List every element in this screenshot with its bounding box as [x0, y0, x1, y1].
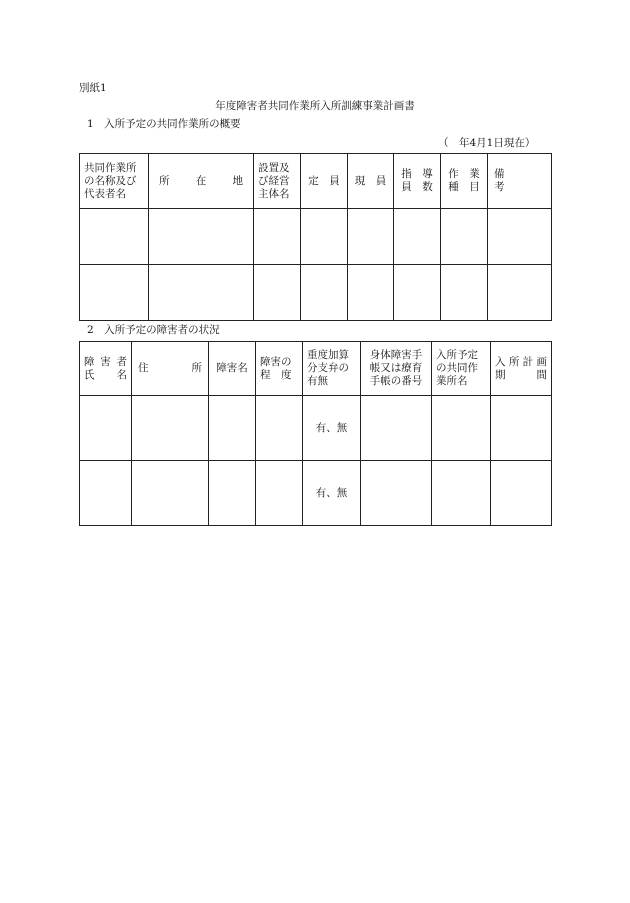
table-cell[interactable]	[348, 265, 394, 321]
header-handbook-number: 身体障害手 帳又は療育 手帳の番号	[361, 342, 432, 396]
table-cell[interactable]	[80, 265, 149, 321]
table-cell[interactable]	[441, 265, 488, 321]
table-cell[interactable]	[80, 209, 149, 265]
table-cell[interactable]	[132, 396, 209, 461]
table-cell[interactable]	[348, 209, 394, 265]
table-cell[interactable]	[149, 209, 254, 265]
table-cell[interactable]	[441, 209, 488, 265]
table-cell[interactable]	[491, 396, 552, 461]
severe-addition-option[interactable]: 有、無	[303, 396, 361, 461]
table-row	[80, 209, 552, 265]
table-cell[interactable]	[80, 396, 132, 461]
table-cell[interactable]	[301, 209, 348, 265]
table-cell[interactable]	[361, 396, 432, 461]
header-current-members: 現 員	[348, 154, 394, 209]
header-disability-degree: 障害の 程 度	[256, 342, 303, 396]
header-work-type: 作 業 種 目	[441, 154, 488, 209]
table-row	[80, 265, 552, 321]
header-capacity: 定 員	[301, 154, 348, 209]
table-header-row	[80, 342, 552, 396]
table-header-row	[80, 154, 552, 209]
table-cell[interactable]	[301, 265, 348, 321]
as-of-date: （ 年4月1日現在）	[438, 137, 536, 149]
table-cell[interactable]	[80, 461, 132, 526]
header-disability-name: 障害名	[209, 342, 256, 396]
table-cell[interactable]	[361, 461, 432, 526]
table-cell[interactable]	[491, 461, 552, 526]
table-cell[interactable]	[256, 461, 303, 526]
table-cell[interactable]	[209, 461, 256, 526]
severe-addition-option[interactable]: 有、無	[303, 461, 361, 526]
table-row	[80, 396, 552, 461]
header-workshop-name: 共同作業所 の名称及び 代表者名	[80, 154, 149, 209]
document-title: 年度障害者共同作業所入所訓練事業計画書	[215, 100, 415, 112]
header-planned-period: 入所計画 期 間	[491, 342, 552, 396]
workshop-overview-table	[79, 153, 552, 321]
attachment-label: 別紙1	[79, 82, 107, 94]
table-cell[interactable]	[432, 396, 491, 461]
header-instructors: 指 導 員 数	[394, 154, 441, 209]
section1-heading: 1 入所予定の共同作業所の概要	[87, 118, 241, 130]
header-person-name: 障 害 者 氏 名	[80, 342, 132, 396]
table-cell[interactable]	[394, 265, 441, 321]
section2-heading: 2 入所予定の障害者の状況	[87, 324, 220, 336]
header-planned-workshop: 入所予定 の共同作 業所名	[432, 342, 491, 396]
table-cell[interactable]	[254, 265, 301, 321]
header-location: 所 在 地	[149, 154, 254, 209]
header-remarks: 備 考	[488, 154, 552, 209]
table-cell[interactable]	[132, 461, 209, 526]
table-cell[interactable]	[432, 461, 491, 526]
table-cell[interactable]	[254, 209, 301, 265]
table-cell[interactable]	[488, 265, 552, 321]
table-cell[interactable]	[209, 396, 256, 461]
header-address: 住 所	[132, 342, 209, 396]
header-severe-addition: 重度加算 分支弁の 有無	[303, 342, 361, 396]
disabled-persons-status-table	[79, 341, 552, 526]
table-cell[interactable]	[149, 265, 254, 321]
table-cell[interactable]	[488, 209, 552, 265]
table-cell[interactable]	[256, 396, 303, 461]
header-operator: 設置及 び経営 主体名	[254, 154, 301, 209]
table-row	[80, 461, 552, 526]
table-cell[interactable]	[394, 209, 441, 265]
